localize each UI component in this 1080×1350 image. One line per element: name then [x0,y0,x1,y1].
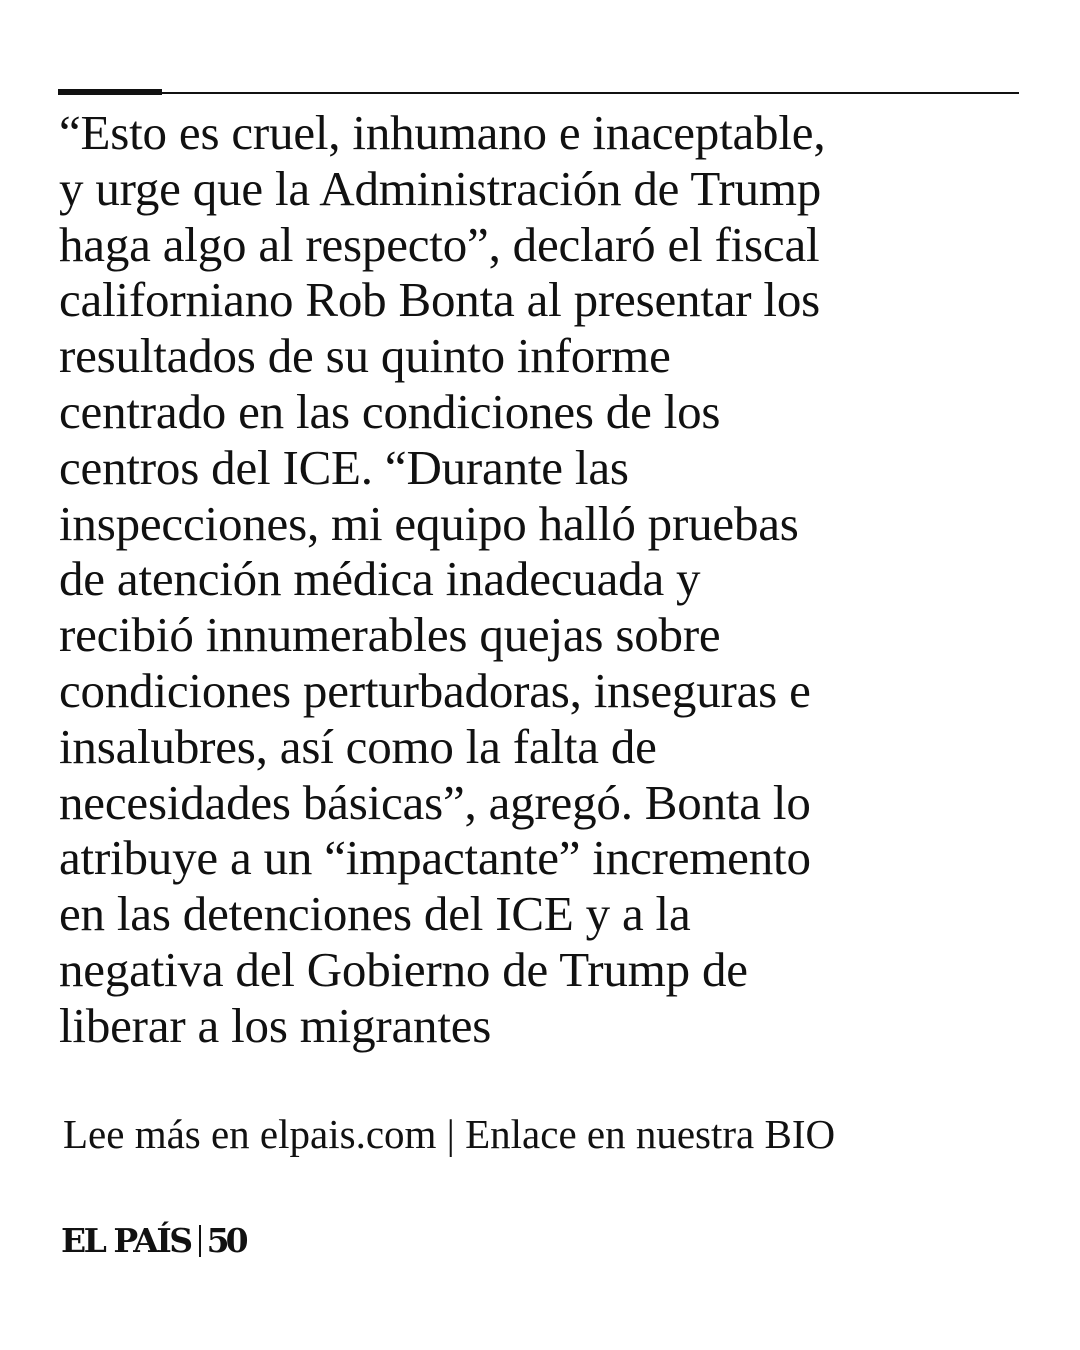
quote-line: resultados de su quinto informe [59,328,671,384]
quote-line: haga algo al respecto”, declaró el fiscal [59,216,820,272]
quote-line: de atención médica inadecuada y [59,551,701,607]
quote-line: inspecciones, mi equipo halló pruebas [59,495,799,551]
quote-line: necesidades básicas”, agregó. Bonta lo [59,774,811,830]
el-pais-logo [61,1221,245,1261]
quote-line: insalubres, así como la falta de [59,718,657,774]
quote-line: liberar a los migrantes [59,997,492,1053]
read-more-link[interactable]: Lee más en elpais.com | Enlace en nuestra BIO [63,1111,836,1157]
quote-line: atribuye a un “impactante” incremento [59,830,811,886]
top-divider [58,92,1019,94]
quote-line: “Esto es cruel, inhumano e inaceptable, [59,105,826,160]
quote-line: y urge que la Administración de Trump [59,160,822,216]
quote-line: centros del ICE. “Durante las [59,439,629,495]
quote-line: californiano Rob Bonta al presentar los [59,272,821,328]
logo-separator [199,1225,201,1257]
logo-wordmark: EL PAÍS [61,1221,191,1260]
logo-anniversary: 50 [206,1221,245,1260]
quote-line: en las detenciones del ICE y a la [59,886,691,942]
quote-line: negativa del Gobierno de Trump de [59,941,748,997]
quote-line: condiciones perturbadoras, inseguras e [59,662,811,718]
article-quote [59,105,825,1054]
quote-line: recibió innumerables quejas sobre [59,607,721,663]
quote-line: centrado en las condiciones de los [59,383,721,439]
top-divider-accent [58,89,162,95]
